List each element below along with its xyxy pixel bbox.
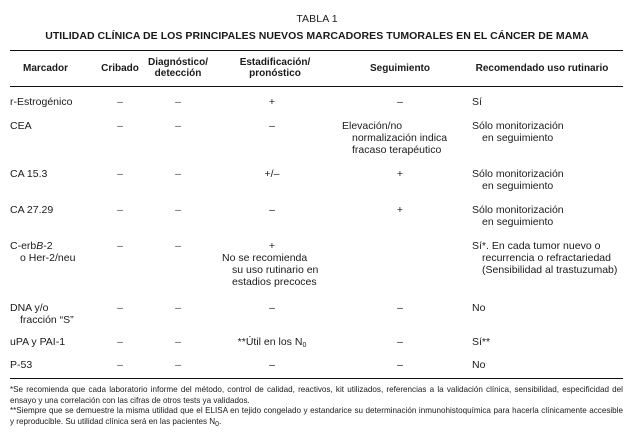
table-caption: TABLA 1 — [296, 13, 338, 25]
seguimiento-cell: + — [396, 204, 404, 216]
seguimiento-cell: – — [397, 96, 403, 108]
recomendado-cell: Sí** — [472, 336, 491, 348]
cribado-cell: – — [117, 120, 123, 132]
marker-cell: DNA y/o fracción “S” — [10, 302, 74, 326]
marker-cell: uPA y PAI-1 — [10, 336, 66, 348]
column-header-diagnostico: Diagnóstico/ detección — [147, 57, 208, 79]
cribado-cell: – — [117, 359, 123, 371]
cribado-cell: – — [117, 204, 123, 216]
seguimiento-cell: – — [397, 359, 403, 371]
diagnostico-cell: – — [175, 302, 181, 314]
marker-cell: CA 15.3 — [10, 168, 48, 180]
footnote-1: *Se recomienda que cada laboratorio informe del método, control de calidad, reactivos, kit utilizados, referencias a la validación clínica, sensibilidad, especificidad del ensayo y una correlación con las cifras de otros tests ya validados. — [10, 385, 623, 405]
column-header-marcador: Marcador — [23, 63, 69, 74]
estadificacion-cell: **Útil en los $N_0$ — [237, 336, 307, 349]
estadificacion-cell: +/– — [264, 168, 280, 180]
column-header-estadificacion: Estadificación/ pronóstico — [239, 57, 311, 79]
footnote-2: **Siempre que se demuestre la misma utilidad que el ELISA en tejido congelado y estandarice su determinación inmunohistoquímica para hacerla clínicamente accesible y reproducible. Su utilidad clínica será en las pacientes N0. — [10, 406, 623, 428]
cribado-cell: – — [117, 240, 123, 252]
estadificacion-cell: + No se recomienda su uso rutinario en estadios precoces — [222, 240, 319, 288]
diagnostico-cell: – — [175, 204, 181, 216]
footnotes — [10, 385, 623, 430]
cribado-cell: – — [117, 336, 123, 348]
diagnostico-cell: – — [175, 359, 181, 371]
marker-cell: CEA — [10, 120, 32, 132]
marker-cell: CA 27.29 — [10, 204, 54, 216]
recomendado-cell: Sí — [472, 96, 482, 108]
recomendado-cell: Sólo monitorización en seguimiento — [472, 168, 564, 192]
diagnostico-cell: – — [175, 336, 181, 348]
estadificacion-cell: – — [269, 302, 275, 314]
diagnostico-cell: – — [175, 96, 181, 108]
recomendado-cell: Sólo monitorización en seguimiento — [472, 120, 564, 144]
recomendado-cell: No — [472, 302, 486, 314]
cribado-cell: – — [117, 96, 123, 108]
seguimiento-cell: + — [396, 168, 404, 180]
seguimiento-cell: Elevación/no normalización indica fracaso terapéutico — [342, 120, 448, 156]
table-title: UTILIDAD CLÍNICA DE LOS PRINCIPALES NUEVOS MARCADORES TUMORALES EN EL CÁNCER DE MAMA — [45, 30, 589, 42]
marker-cell: C-erbB-2 o Her-2/neu — [10, 240, 76, 264]
recomendado-cell: Sí*. En cada tumor nuevo o recurrencia o refractariedad (Sensibilidad al trastuzumab) — [472, 240, 618, 276]
top-rule — [10, 50, 623, 51]
bottom-rule — [10, 378, 623, 379]
recomendado-cell: Sólo monitorización en seguimiento — [472, 204, 564, 228]
estadificacion-cell: – — [269, 204, 275, 216]
estadificacion-cell: – — [269, 120, 275, 132]
diagnostico-cell: – — [175, 120, 181, 132]
cribado-cell: – — [117, 302, 123, 314]
cribado-cell: – — [117, 168, 123, 180]
diagnostico-cell: – — [175, 168, 181, 180]
marker-cell: r-Estrogénico — [10, 96, 73, 108]
column-header-seguimiento: Seguimiento — [369, 63, 430, 74]
estadificacion-cell: – — [269, 359, 275, 371]
seguimiento-cell: – — [397, 336, 403, 348]
seguimiento-cell: – — [397, 302, 403, 314]
marker-cell: P-53 — [10, 359, 33, 371]
recomendado-cell: No — [472, 359, 486, 371]
column-header-cribado: Cribado — [101, 63, 139, 74]
diagnostico-cell: – — [175, 240, 181, 252]
column-header-recomendado: Recomendado uso rutinario — [475, 63, 609, 74]
estadificacion-cell: + — [268, 96, 276, 108]
header-rule — [10, 86, 623, 87]
